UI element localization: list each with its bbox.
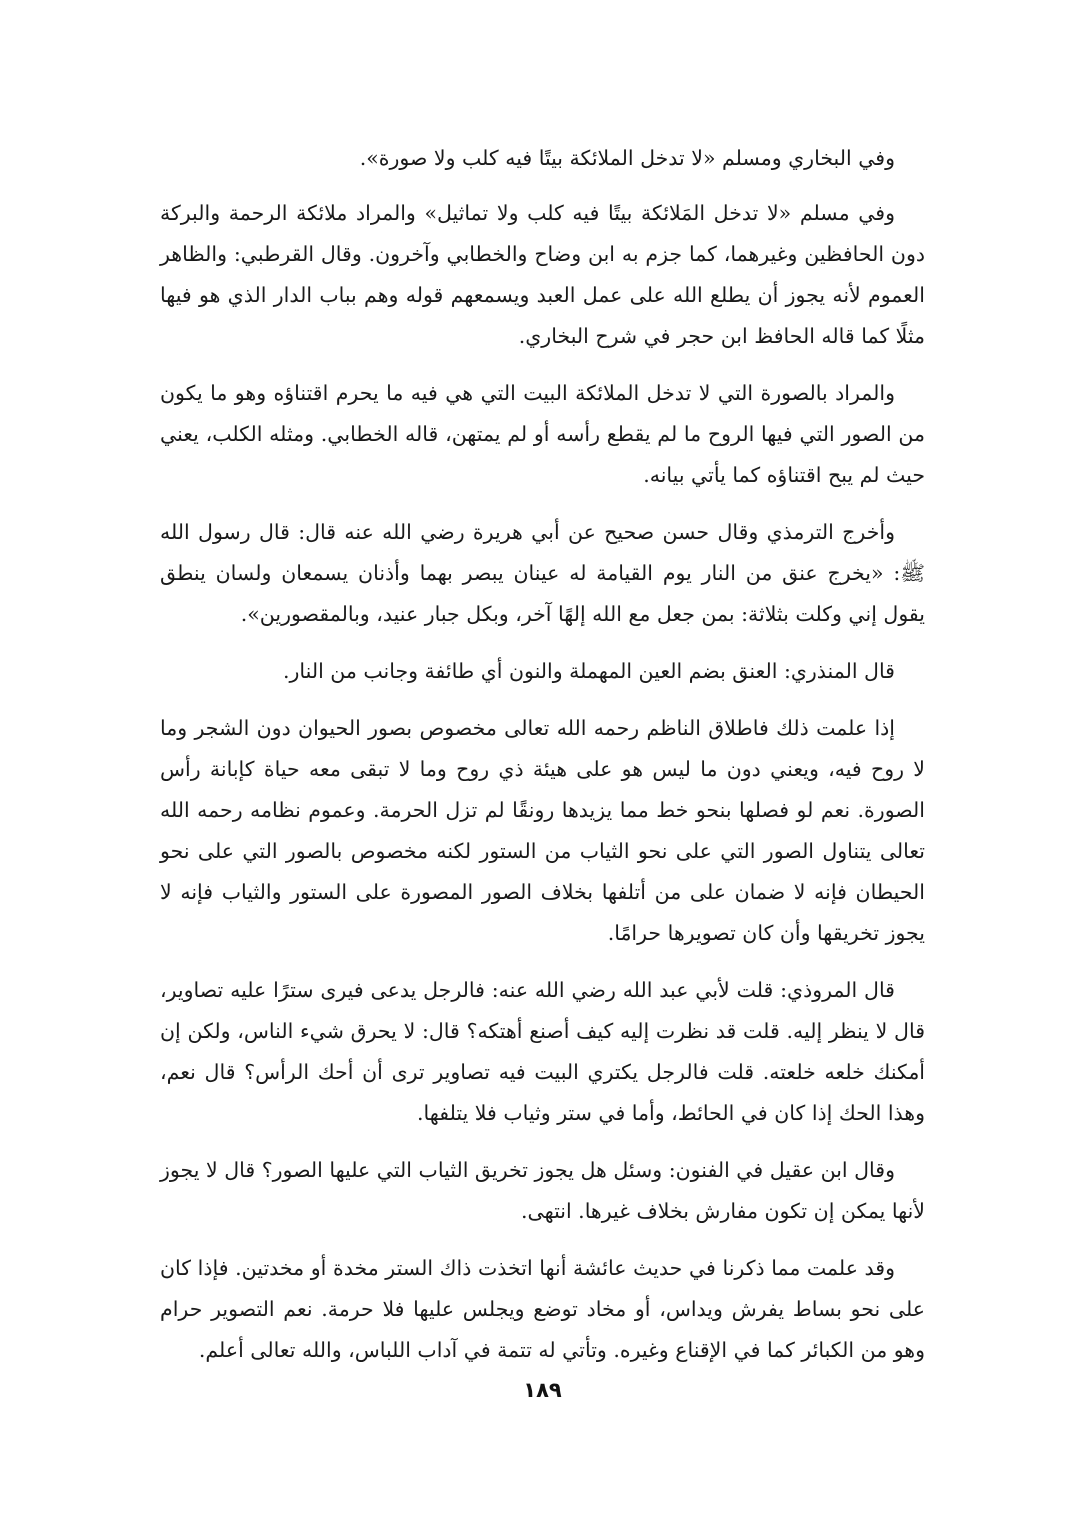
paragraph-surah-meaning: والمراد بالصورة التي لا تدخل الملائكة البيت التي هي فيه ما يحرم اقتناؤه وهو ما يكون من الصور التي فيها الروح ما لم يقطع رأسه أو لم يمتهن، قاله الخطابي. ومثله الكلب، يعني حيث لم يبح اقتناؤه كما يأتي بيانه. xyxy=(160,381,925,487)
paragraph-marwadhi: قال المروذي: قلت لأبي عبد الله رضي الله عنه: فالرجل يدعى فيرى سترًا عليه تصاوير، قال لا ينظر إليه. قلت قد نظرت إليه كيف أصنع أهتكه؟ قال: لا يحرق شيء الناس، ولكن إن أمكنك خلعه خلعته. قلت فالرجل يكتري البيت فيه تصاوير ترى أن أحك الرأس؟ قال نعم، وهذا الحك إذا كان في الحائط، وأما في ستر وثياب فلا يتلفها. xyxy=(160,978,925,1125)
paragraph-nazim-commentary: إذا علمت ذلك فاطلاق الناظم رحمه الله تعالى مخصوص بصور الحيوان دون الشجر وما لا روح فيه، ويعني دون ما ليس هو على هيئة ذي روح وما لا تبقى معه حياة كإبانة رأس الصورة. نعم لو فصلها بنحو خط مما يزيدها رونقًا لم تزل الحرمة. وعموم نظامه رحمه الله تعالى يتناول الصور التي على نحو الثياب من الستور لكنه مخصوص بالصور التي على نحو الحيطان فإنه لا ضمان على من أتلفها بخلاف الصور المصورة على الستور والثياب فإنه لا يجوز تخريقها وأن كان تصويرها حرامًا. xyxy=(160,716,925,945)
paragraph-ibn-aqil: وقال ابن عقيل في الفنون: وسئل هل يجوز تخريق الثياب التي عليها الصور؟ قال لا يجوز لأنها يمكن إن تكون مفارش بخلاف غيرها. انتهى. xyxy=(160,1158,925,1223)
paragraph-aisha-conclusion: وقد علمت مما ذكرنا في حديث عائشة أنها اتخذت ذاك الستر مخدة أو مخدتين. فإذا كان على نحو بساط يفرش ويداس، أو مخاد توضع ويجلس عليها فلا حرمة. نعم التصوير حرام وهو من الكبائر كما في الإقناع وغيره. وتأتي له تتمة في آداب اللباس، والله تعالى أعلم. xyxy=(160,1256,925,1362)
paragraph-tirmidhi-hadith: وأخرج الترمذي وقال حسن صحيح عن أبي هريرة رضي الله عنه قال: قال رسول الله ﷺ: «يخرج عنق من النار يوم القيامة له عينان يبصر بهما وأذنان يسمعان ولسان ينطق يقول إني وكلت بثلاثة: بمن جعل مع الله إلهًا آخر، وبكل جبار عنيد، وبالمقصورين». xyxy=(160,520,925,626)
paragraph-muslim-tamathil: وفي مسلم «لا تدخل المَلائكة بيتًا فيه كلب ولا تماثيل» والمراد ملائكة الرحمة والبركة دون الحافظين وغيرهما، كما جزم به ابن وضاح والخطابي وآخرون. وقال القرطبي: والظاهر العموم لأنه يجوز أن يطلع الله على عمل العبد ويسمعهم قوله وهم بباب الدار الذي هو فيها مثلًا كما قاله الحافظ ابن حجر في شرح البخاري. xyxy=(160,201,925,348)
body-text xyxy=(160,138,925,1387)
paragraph-mundhiri: قال المنذري: العنق بضم العين المهملة والنون أي طائفة وجانب من النار. xyxy=(282,659,895,683)
paragraph-bukhari-muslim: وفي البخاري ومسلم «لا تدخل الملائكة بيتًا فيه كلب ولا صورة». xyxy=(359,146,895,170)
page-number: ١٨٩ xyxy=(523,1378,562,1402)
